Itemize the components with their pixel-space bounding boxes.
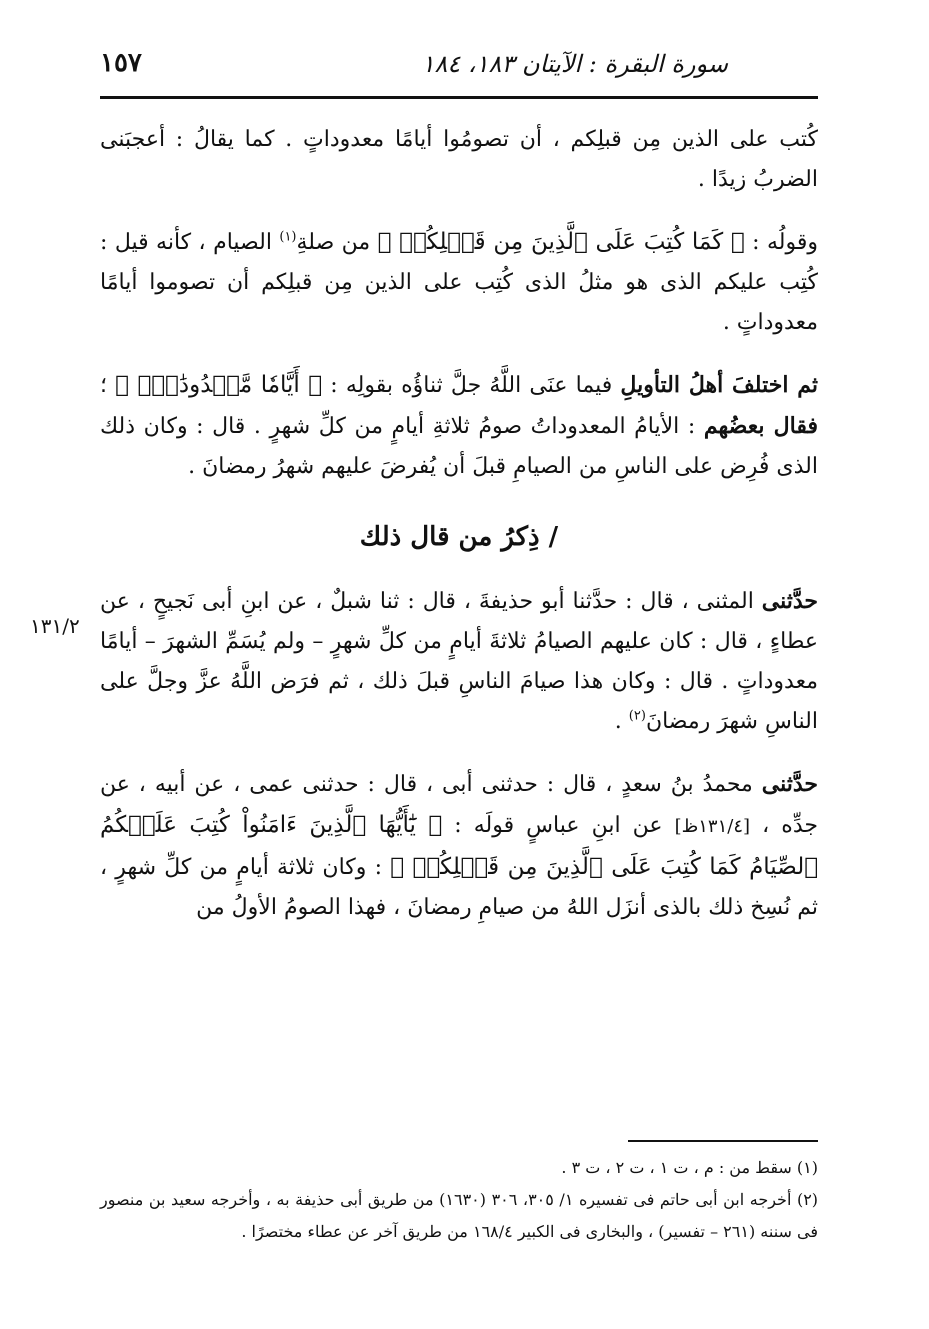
bold-phrase: حدَّثنى bbox=[761, 588, 819, 614]
footnote-marker-1: (١) bbox=[279, 229, 297, 245]
bold-phrase: حدَّثنى bbox=[761, 771, 818, 797]
bold-phrase: فقال بعضُهم bbox=[703, 413, 819, 439]
page-number: ١٥٧ bbox=[100, 48, 142, 78]
page-header bbox=[100, 42, 818, 92]
paragraph-3-b: ؛ bbox=[100, 373, 107, 398]
bold-phrase: ثم اختلفَ أهلُ التأويلِ bbox=[620, 372, 819, 398]
footnote-1: (١) سقط من : م ، ت ١ ، ت ٢ ، ت ٣ . bbox=[561, 1158, 818, 1177]
paragraph-1 bbox=[100, 120, 818, 200]
paragraph-3-a: فيما عنَى اللَّهُ جلَّ ثناؤُه بقولِه : bbox=[330, 373, 613, 398]
header-rule bbox=[100, 96, 818, 99]
manuscript-reference: [١٣١/٤ظ] bbox=[674, 816, 751, 837]
main-text bbox=[100, 120, 818, 950]
footnote-2: (٢) أخرجه ابن أبى حاتم فى تفسيره ١/ ٣٠٥، ٣٠٦ (١٦٣٠) من طريق أبى حذيفة به ، وأخرجه سعيد بن منصور فى سننه (٢٦١ – تفسير) ، والبخارى فى الكبير ١٦٨/٤ من طريق آخر عن عطاء مختصرًا . bbox=[100, 1190, 819, 1241]
footnote-rule bbox=[628, 1140, 818, 1142]
paragraph-3 bbox=[100, 365, 818, 487]
paragraph-3-c: : الأيامُ المعدوداتُ صومُ ثلاثةِ أيامٍ من كلِّ شهرٍ . قال : وكان ذلك الذى فُرِض على الناسِ من الصيامِ قبلَ أن يُفرضَ عليهم شهرُ رمضانَ . bbox=[100, 414, 818, 479]
quran-quote: ﴿ يَٰٓأَيُّهَا ٱلَّذِينَ ءَامَنُواْ كُتِبَ عَلَيۡكُمُ ٱلصِّيَامُ كَمَا كُتِبَ عَلَى ٱلَّذِينَ مِن قَبۡلِكُمۡ ﴾ bbox=[100, 812, 819, 880]
paragraph-4-end: . bbox=[614, 709, 622, 734]
paragraph-4 bbox=[100, 581, 818, 742]
running-title: سورة البقرة : الآيتان ١٨٣، ١٨٤ bbox=[421, 50, 728, 78]
section-heading: / ذِكرُ من قال ذلك bbox=[359, 522, 559, 552]
footnote-marker-2: (٢) bbox=[628, 708, 646, 724]
paragraph-4-text: المثنى ، قال : حدَّثنا أبو حذيفةَ ، قال : ثنا شبلٌ ، عن ابنِ أبى نَجيحٍ ، عن عطاءٍ ، قال : كان عليهم الصيامُ ثلاثةَ أيامٍ من كلِّ شهرٍ – ولم يُسَمِّ الشهرَ – أيامًا معدوداتٍ . قال : وكان هذا صيامَ الناسِ قبلَ ذلك ، ثم فرَض اللَّهُ عزَّ وجلَّ على الناسِ شهرَ رمضانَ bbox=[100, 589, 818, 734]
paragraph-5 bbox=[100, 764, 818, 928]
footnotes bbox=[100, 1152, 818, 1248]
paragraph-2-mid: من صلةِ bbox=[296, 230, 371, 255]
quran-quote: ﴿ أَيَّامٗا مَّعۡدُودَٰتٖۚ ﴾ bbox=[115, 372, 323, 398]
paragraph-5-c: : وكان ثلاثة أيامٍ من كلِّ شهرٍ ، ثم نُسِخ ذلك بالذى أنزَل اللهُ من صيامِ رمضانَ ، فهذا الصومُ الأولُ من bbox=[100, 855, 818, 920]
paragraph-5-b: عن ابنِ عباسٍ قولَه : bbox=[454, 813, 663, 838]
paragraph-2-start: وقولُه : bbox=[752, 230, 818, 255]
paragraph-1-text: كُتب على الذين مِن قبلِكم ، أن تصومُوا أيامًا معدوداتٍ . كما يقالُ : أعجبَنى الضربُ زيدًا . bbox=[100, 127, 818, 192]
paragraph-2-end: الصيام ، كأنه قيل : كُتِب عليكم الذى هو مثلُ الذى كُتِب على الذين مِن قبلِكم أن تصوموا أيامًا معدوداتٍ . bbox=[100, 230, 818, 335]
quran-quote: ﴿ كَمَا كُتِبَ عَلَى ٱلَّذِينَ مِن قَبۡلِكُمۡ ﴾ bbox=[377, 229, 745, 255]
margin-reference: ١٣١/٢ bbox=[30, 614, 80, 638]
paragraph-5-a: محمدُ بنُ سعدٍ ، قال : حدثنى أبى ، قال : حدثنى عمى ، عن أبيه ، عن جدِّه ، bbox=[100, 772, 818, 838]
paragraph-2 bbox=[100, 222, 818, 343]
